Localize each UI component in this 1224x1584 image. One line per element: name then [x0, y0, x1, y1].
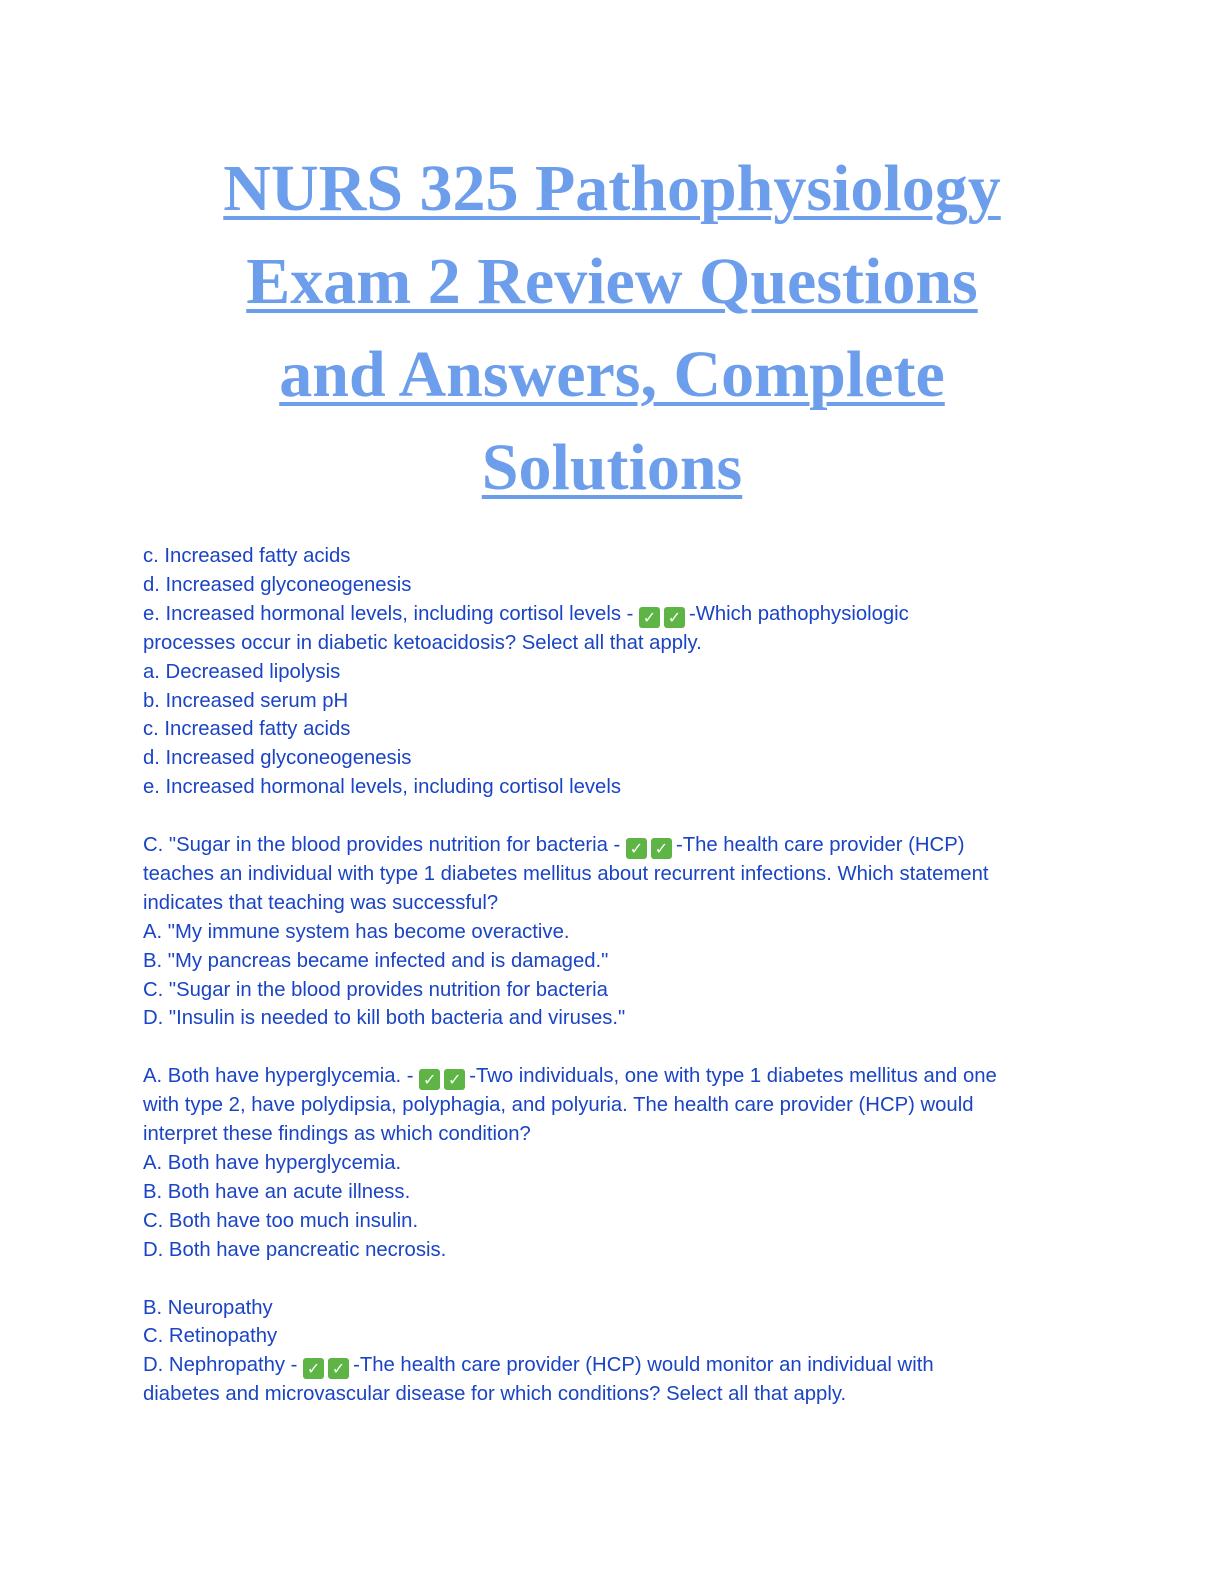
option-line: C. Retinopathy	[143, 1325, 278, 1348]
option-line: e. Increased hormonal levels, including cortisol levels	[143, 776, 621, 799]
answer-line: A. Both have hyperglycemia. - ✓ ✓ -Two individuals, one with type 1 diabetes mellitus and one	[143, 1065, 997, 1090]
answer-line: e. Increased hormonal levels, including cortisol levels - ✓ ✓ -Which pathophysiologic	[143, 602, 909, 627]
option-line: c. Increased fatty acids	[143, 718, 351, 741]
text-line: indicates that teaching was successful?	[143, 891, 499, 914]
title-line: NURS 325 Pathophysiology	[223, 152, 1001, 225]
answer-line: D. Nephropathy - ✓ ✓ -The health care provider (HCP) would monitor an individual with	[143, 1354, 934, 1379]
paragraph-gap	[143, 802, 1083, 831]
paragraph-gap	[143, 1033, 1083, 1062]
check-mark-icon: ✓	[328, 1358, 349, 1379]
text-line: interpret these findings as which condition?	[143, 1123, 531, 1146]
check-mark-icon: ✓	[626, 838, 647, 859]
title-line: Solutions	[481, 431, 743, 504]
check-mark-icon: ✓	[664, 607, 685, 628]
option-line: B. "My pancreas became infected and is damaged."	[143, 949, 609, 972]
check-mark-icon: ✓	[639, 607, 660, 628]
option-line: C. "Sugar in the blood provides nutrition for bacteria	[143, 978, 608, 1001]
option-line: C. Both have too much insulin.	[143, 1209, 419, 1232]
text-line: processes occur in diabetic ketoacidosis? Select all that apply.	[143, 631, 702, 654]
text-line: with type 2, have polydipsia, polyphagia, and polyuria. The health care provider (HCP) would	[143, 1094, 974, 1117]
option-line: D. Both have pancreatic necrosis.	[143, 1238, 447, 1261]
option-line: A. "My immune system has become overactive.	[143, 920, 570, 943]
option-line: D. "Insulin is needed to kill both bacteria and viruses."	[143, 1007, 626, 1030]
option-line: B. Both have an acute illness.	[143, 1180, 411, 1203]
option-line: a. Decreased lipolysis	[143, 660, 341, 683]
document-body	[143, 542, 1083, 1409]
check-mark-icon: ✓	[419, 1069, 440, 1090]
option-line: B. Neuropathy	[143, 1296, 273, 1319]
title-line: and Answers, Complete	[279, 338, 945, 411]
document-title	[100, 142, 1124, 514]
option-line: d. Increased glyconeogenesis	[143, 747, 412, 770]
answer-line: C. "Sugar in the blood provides nutrition for bacteria - ✓ ✓ -The health care provider (HCP)	[143, 834, 965, 859]
text-line: d. Increased glyconeogenesis	[143, 573, 412, 596]
check-mark-icon: ✓	[651, 838, 672, 859]
text-line: teaches an individual with type 1 diabetes mellitus about recurrent infections. Which statement	[143, 862, 989, 885]
text-line: c. Increased fatty acids	[143, 545, 351, 567]
option-line: b. Increased serum pH	[143, 689, 349, 712]
option-line: A. Both have hyperglycemia.	[143, 1152, 402, 1174]
check-mark-icon: ✓	[444, 1069, 465, 1090]
paragraph-gap	[143, 1265, 1083, 1294]
title-line: Exam 2 Review Questions	[246, 245, 978, 318]
check-mark-icon: ✓	[303, 1358, 324, 1379]
text-line: diabetes and microvascular disease for which conditions? Select all that apply.	[143, 1383, 847, 1406]
